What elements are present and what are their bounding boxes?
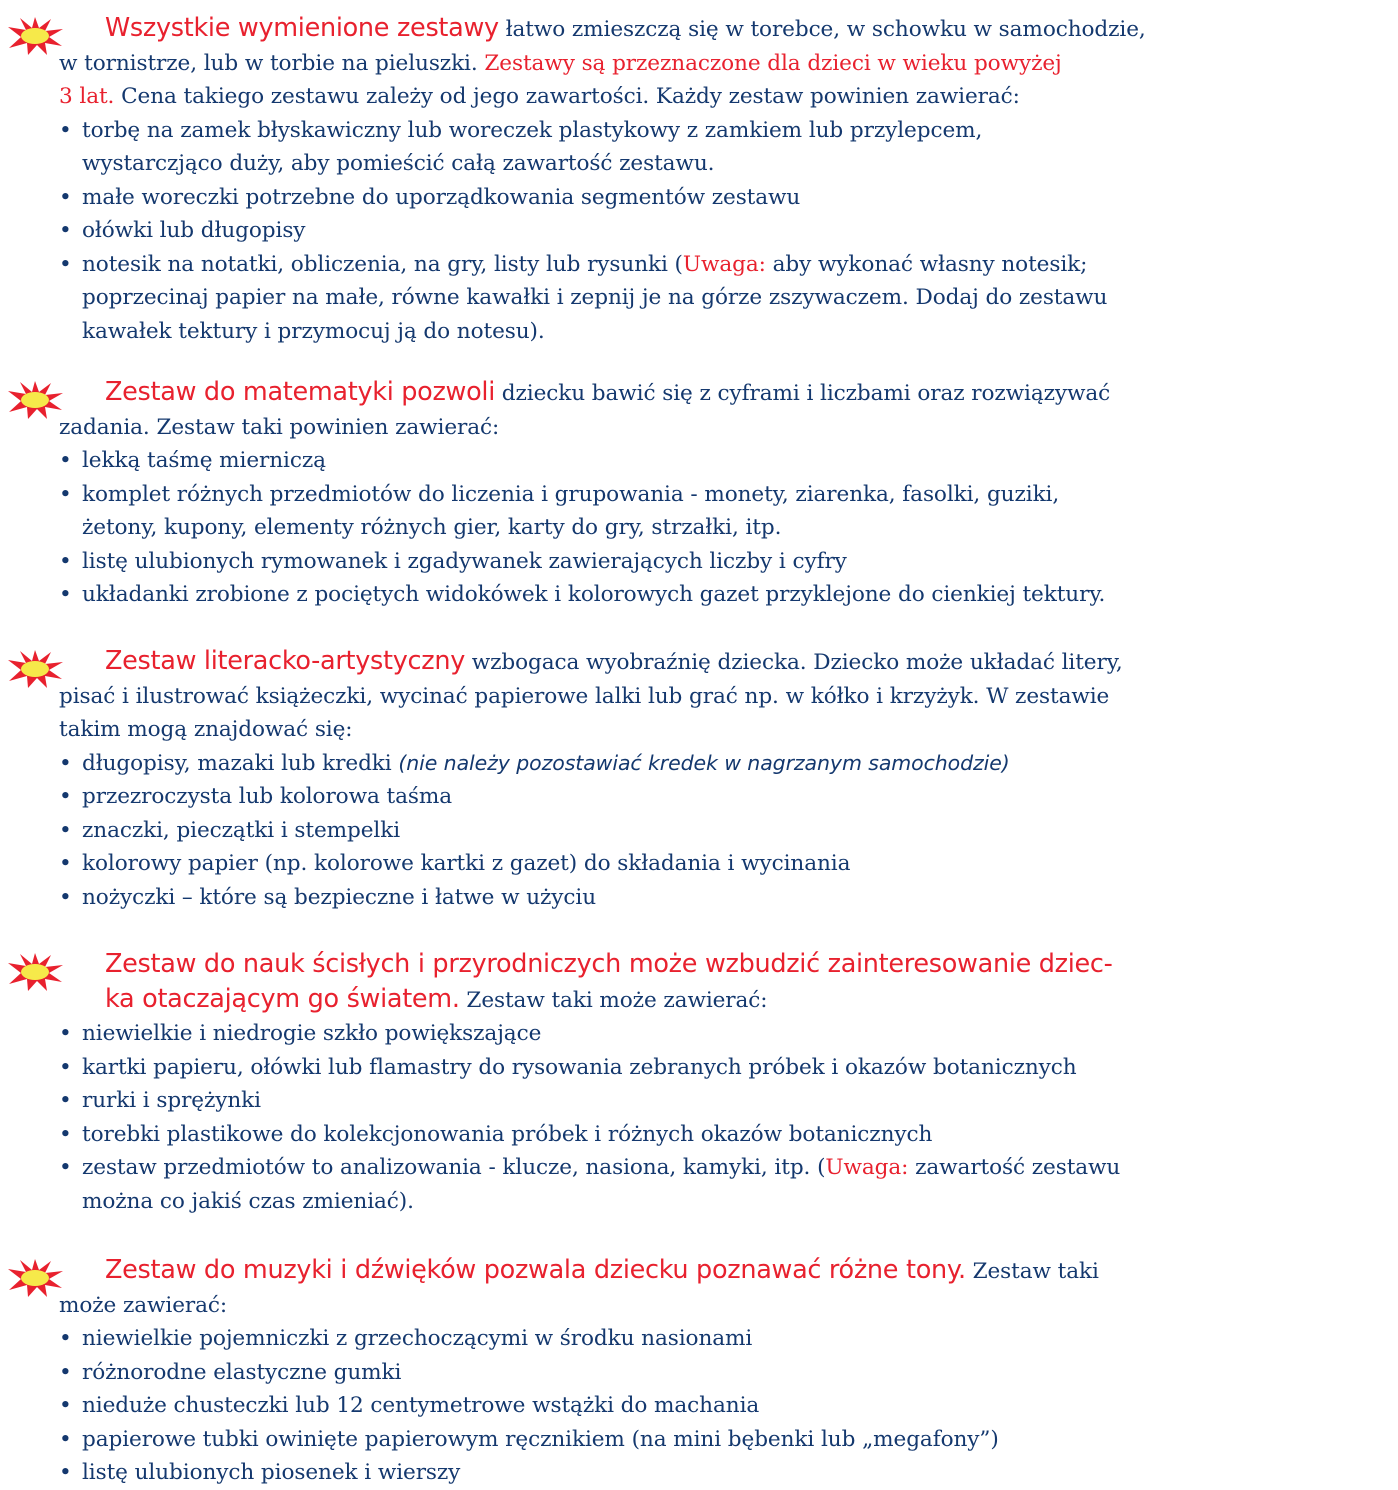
intro-text: w tornistrze, lub w torbie na pieluszki.	[59, 50, 485, 76]
item-list	[59, 114, 1393, 349]
item-list	[59, 444, 1393, 612]
section-lead: Zestaw do muzyki i dźwięków pozwala dziecku poznawać różne tony.	[105, 1255, 966, 1285]
bullet-icon: •	[59, 1088, 72, 1113]
star-burst-icon	[6, 380, 64, 420]
bullet-icon: •	[59, 1121, 72, 1147]
star-burst-icon	[6, 16, 64, 56]
list-item	[59, 1017, 1393, 1051]
intro-continuation	[59, 713, 1393, 747]
section-intro	[105, 12, 1393, 47]
bullet-icon: •	[59, 582, 72, 607]
item-text: komplet różnych przedmiotów do liczenia i grupowania - monety, ziarenka, fasolki, guziki,	[82, 481, 1060, 507]
bullet-icon: •	[59, 750, 72, 776]
intro-continuation	[105, 983, 1393, 1018]
star-burst-icon	[6, 649, 64, 689]
item-text: można co jakiś czas zmieniać).	[82, 1188, 414, 1214]
list-item	[59, 248, 1393, 349]
bullet-icon: •	[59, 184, 72, 210]
list-item	[59, 1356, 1393, 1390]
list-item	[59, 1051, 1393, 1085]
italic-note: (nie należy pozostawiać kredek w nagrzanym samochodzie)	[398, 750, 1010, 775]
list-item	[59, 1322, 1393, 1356]
intro-text: wzbogaca wyobraźnię dziecka. Dziecko może układać litery,	[464, 650, 1123, 675]
bullet-icon: •	[59, 1054, 72, 1080]
age-note: Zestawy są przeznaczone dla dzieci w wieku powyżej	[484, 50, 1062, 76]
bullet-icon: •	[59, 117, 72, 143]
bullet-icon: •	[59, 1021, 72, 1046]
list-item	[59, 1151, 1393, 1218]
section-intro	[105, 1254, 1393, 1289]
bullet-icon: •	[59, 1359, 72, 1385]
list-item	[59, 814, 1393, 848]
bullet-icon: •	[59, 481, 72, 507]
section-lead: Zestaw literacko-artystyczny	[105, 646, 465, 676]
bullet-icon: •	[59, 218, 72, 243]
section-intro	[105, 645, 1393, 680]
section-content	[59, 376, 1393, 612]
item-text: znaczki, pieczątki i stempelki	[82, 817, 401, 843]
bullet-icon: •	[59, 1155, 72, 1180]
item-text: kolorowy papier (np. kolorowe kartki z gazet) do składania i wycinania	[82, 851, 851, 876]
item-text: rurki i sprężynki	[82, 1088, 261, 1113]
list-item	[59, 1423, 1393, 1457]
item-text: ołówki lub długopisy	[82, 218, 306, 243]
section-content	[59, 12, 1393, 348]
section-lead: ka otaczającym go światem.	[105, 983, 460, 1014]
section-intro	[105, 376, 1393, 411]
intro-text: może zawierać:	[59, 1292, 228, 1318]
item-list	[59, 1322, 1393, 1490]
list-item	[59, 1118, 1393, 1152]
list-item	[59, 847, 1393, 881]
item-text: listę ulubionych piosenek i wierszy	[82, 1460, 461, 1485]
item-text: długopisy, mazaki lub kredki	[82, 750, 399, 776]
bullet-icon: •	[59, 851, 72, 876]
item-text: aby wykonać własny notesik;	[765, 251, 1088, 277]
list-item	[59, 578, 1393, 612]
item-text: zestaw przedmiotów to analizowania - klucze, nasiona, kamyki, itp. (	[82, 1155, 826, 1180]
section-general-kits	[0, 12, 1398, 348]
intro-text: łatwo zmieszczą się w torebce, w schowku w samochodzie,	[498, 17, 1146, 42]
list-item	[59, 444, 1393, 478]
age-note: 3 lat.	[59, 84, 115, 109]
item-text: listę ulubionych rymowanek i zgadywanek zawierających liczby i cyfry	[82, 548, 847, 574]
list-item	[59, 1084, 1393, 1118]
item-text: poprzecinaj papier na małe, równe kawałki i zepnij je na górze zszywaczem. Dodaj do zestawu	[82, 285, 1108, 310]
intro-continuation	[59, 411, 1393, 445]
intro-continuation	[59, 680, 1393, 714]
section-math-kit	[0, 376, 1398, 612]
section-lead: Zestaw do matematyki pozwoli	[105, 377, 495, 407]
item-list	[59, 1017, 1393, 1218]
intro-continuation	[59, 47, 1393, 81]
note-label: Uwaga:	[682, 251, 766, 277]
item-text: małe woreczki potrzebne do uporządkowania segmentów zestawu	[82, 184, 801, 210]
section-content	[59, 645, 1393, 914]
bullet-icon: •	[59, 884, 72, 910]
bullet-icon: •	[59, 1326, 72, 1351]
star-burst-icon	[6, 1258, 64, 1298]
item-text: kawałek tektury i przymocuj ją do notesu).	[82, 318, 545, 344]
bullet-icon: •	[59, 1393, 72, 1418]
intro-continuation	[59, 80, 1393, 114]
intro-continuation	[59, 1289, 1393, 1323]
section-science-kit	[0, 948, 1398, 1218]
section-content	[59, 948, 1393, 1218]
star-burst-icon	[6, 952, 64, 992]
item-list	[59, 747, 1393, 915]
bullet-icon: •	[59, 251, 72, 277]
item-text: niewielkie i niedrogie szkło powiększające	[82, 1021, 542, 1046]
intro-text: dziecku bawić się z cyframi i liczbami oraz rozwiązywać	[495, 381, 1111, 406]
item-text: torebki plastikowe do kolekcjonowania próbek i różnych okazów botanicznych	[82, 1121, 933, 1147]
list-item	[59, 214, 1393, 248]
note-label: Uwaga:	[825, 1155, 909, 1180]
intro-text: pisać i ilustrować książeczki, wycinać papierowe lalki lub grać np. w kółko i krzyżyk. W zestawie	[59, 683, 1110, 709]
bullet-icon: •	[59, 817, 72, 843]
item-text: nożyczki – które są bezpieczne i łatwe w użyciu	[82, 884, 597, 910]
intro-text: zadania. Zestaw taki powinien zawierać:	[59, 414, 500, 440]
list-item	[59, 747, 1393, 781]
bullet-icon: •	[59, 784, 72, 809]
bullet-icon: •	[59, 448, 72, 473]
list-item	[59, 1389, 1393, 1423]
section-music-kit	[0, 1254, 1398, 1490]
list-item	[59, 881, 1393, 915]
item-text: zawartość zestawu	[908, 1155, 1121, 1180]
item-text: nieduże chusteczki lub 12 centymetrowe wstążki do machania	[82, 1393, 760, 1418]
intro-text: Zestaw taki może zawierać:	[459, 987, 768, 1013]
item-text: przezroczysta lub kolorowa taśma	[82, 784, 452, 809]
item-text: lekką taśmę mierniczą	[82, 448, 326, 473]
intro-text: takim mogą znajdować się:	[59, 717, 353, 742]
bullet-icon: •	[59, 1426, 72, 1452]
intro-text: Zestaw taki	[965, 1259, 1099, 1284]
list-item	[59, 780, 1393, 814]
intro-text: Cena takiego zestawu zależy od jego zawartości. Każdy zestaw powinien zawierać:	[114, 84, 1020, 109]
item-text: torbę na zamek błyskawiczny lub woreczek plastykowy z zamkiem lub przylepcem,	[82, 117, 983, 143]
item-text: różnorodne elastyczne gumki	[82, 1359, 402, 1385]
list-item	[59, 181, 1393, 215]
item-text: żetony, kupony, elementy różnych gier, karty do gry, strzałki, itp.	[82, 515, 782, 540]
bullet-icon: •	[59, 548, 72, 574]
section-literary-art-kit	[0, 645, 1398, 914]
section-lead: Wszystkie wymienione zestawy	[105, 13, 499, 43]
item-text: notesik na notatki, obliczenia, na gry, listy lub rysunki (	[82, 251, 683, 277]
item-text: wystarczjąco duży, aby pomieścić całą zawartość zestawu.	[82, 151, 715, 176]
item-text: kartki papieru, ołówki lub flamastry do rysowania zebranych próbek i okazów botanicznych	[82, 1054, 1077, 1080]
list-item	[59, 545, 1393, 579]
item-text: niewielkie pojemniczki z grzechoczącymi w środku nasionami	[82, 1326, 753, 1351]
item-text: układanki zrobione z pociętych widokówek i kolorowych gazet przyklejone do cienkiej tektury.	[82, 582, 1106, 607]
section-content	[59, 1254, 1393, 1490]
item-text: papierowe tubki owinięte papierowym ręcznikiem (na mini bębenki lub „megafony”)	[82, 1426, 999, 1452]
section-intro	[105, 948, 1393, 983]
bullet-icon: •	[59, 1460, 72, 1485]
section-lead: Zestaw do nauk ścisłych i przyrodniczych może wzbudzić zainteresowanie dziec-	[105, 949, 1113, 979]
list-item	[59, 114, 1393, 181]
list-item	[59, 478, 1393, 545]
list-item	[59, 1456, 1393, 1490]
